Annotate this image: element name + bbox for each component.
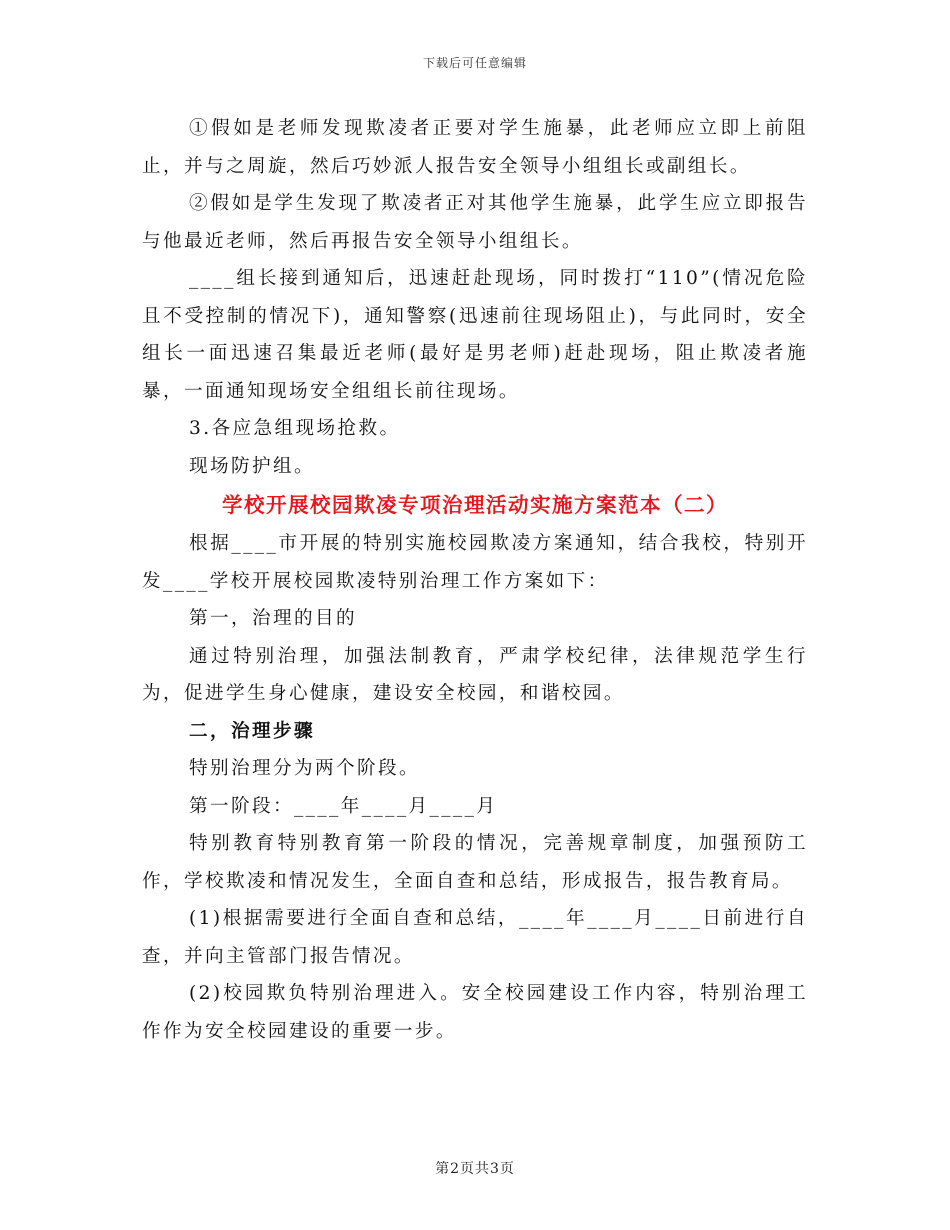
paragraph: ②假如是学生发现了欺凌者正对其他学生施暴，此学生应立即报告与他最近老师，然后再报告安全领导小组组长。 — [142, 193, 808, 252]
paragraph: 现场防护组。 — [189, 455, 315, 477]
subheading: 二，治理步骤 — [189, 720, 315, 742]
paragraph: 第一阶段：____年____月____月 — [189, 795, 498, 817]
page-footer: 第2页共3页 — [435, 1161, 515, 1177]
document-body — [142, 110, 808, 1050]
paragraph: (2)校园欺负特别治理进入。安全校园建设工作内容，特别治理工作作为安全校园建设的重要一步。 — [142, 983, 808, 1042]
paragraph: (1)根据需要进行全面自查和总结，____年____月____日前进行自查，并向主管部门报告情况。 — [142, 908, 808, 967]
paragraph: ____组长接到通知后，迅速赶赴现场，同时拨打“110”(情况危险且不受控制的情况下)，通知警察(迅速前往现场阻止)，与此同时，安全组长一面迅速召集最近老师(最好是男老师)赶赴现场，阻止欺凌者施暴，一面通知现场安全组组长前往现场。 — [142, 268, 808, 402]
paragraph: 通过特别治理，加强法制教育，严肃学校纪律，法律规范学生行为，促进学生身心健康，建设安全校园，和谐校园。 — [142, 645, 808, 704]
paragraph: 特别教育特别教育第一阶段的情况，完善规章制度，加强预防工作，学校欺凌和情况发生，全面自查和总结，形成报告，报告教育局。 — [142, 833, 808, 892]
paragraph: 根据____市开展的特别实施校园欺凌方案通知，结合我校，特别开发____学校开展校园欺凌特别治理工作方案如下： — [142, 533, 808, 592]
page-header: 下载后可任意编辑 — [422, 56, 527, 70]
paragraph: ①假如是老师发现欺凌者正要对学生施暴，此老师应立即上前阻止，并与之周旋，然后巧妙派人报告安全领导小组组长或副组长。 — [142, 118, 808, 177]
paragraph: 特别治理分为两个阶段。 — [189, 758, 420, 779]
paragraph: 第一，治理的目的 — [189, 608, 357, 629]
paragraph: 3.各应急组现场抢救。 — [189, 418, 401, 439]
section-title: 学校开展校园欺凌专项治理活动实施方案范本（二） — [222, 493, 728, 517]
